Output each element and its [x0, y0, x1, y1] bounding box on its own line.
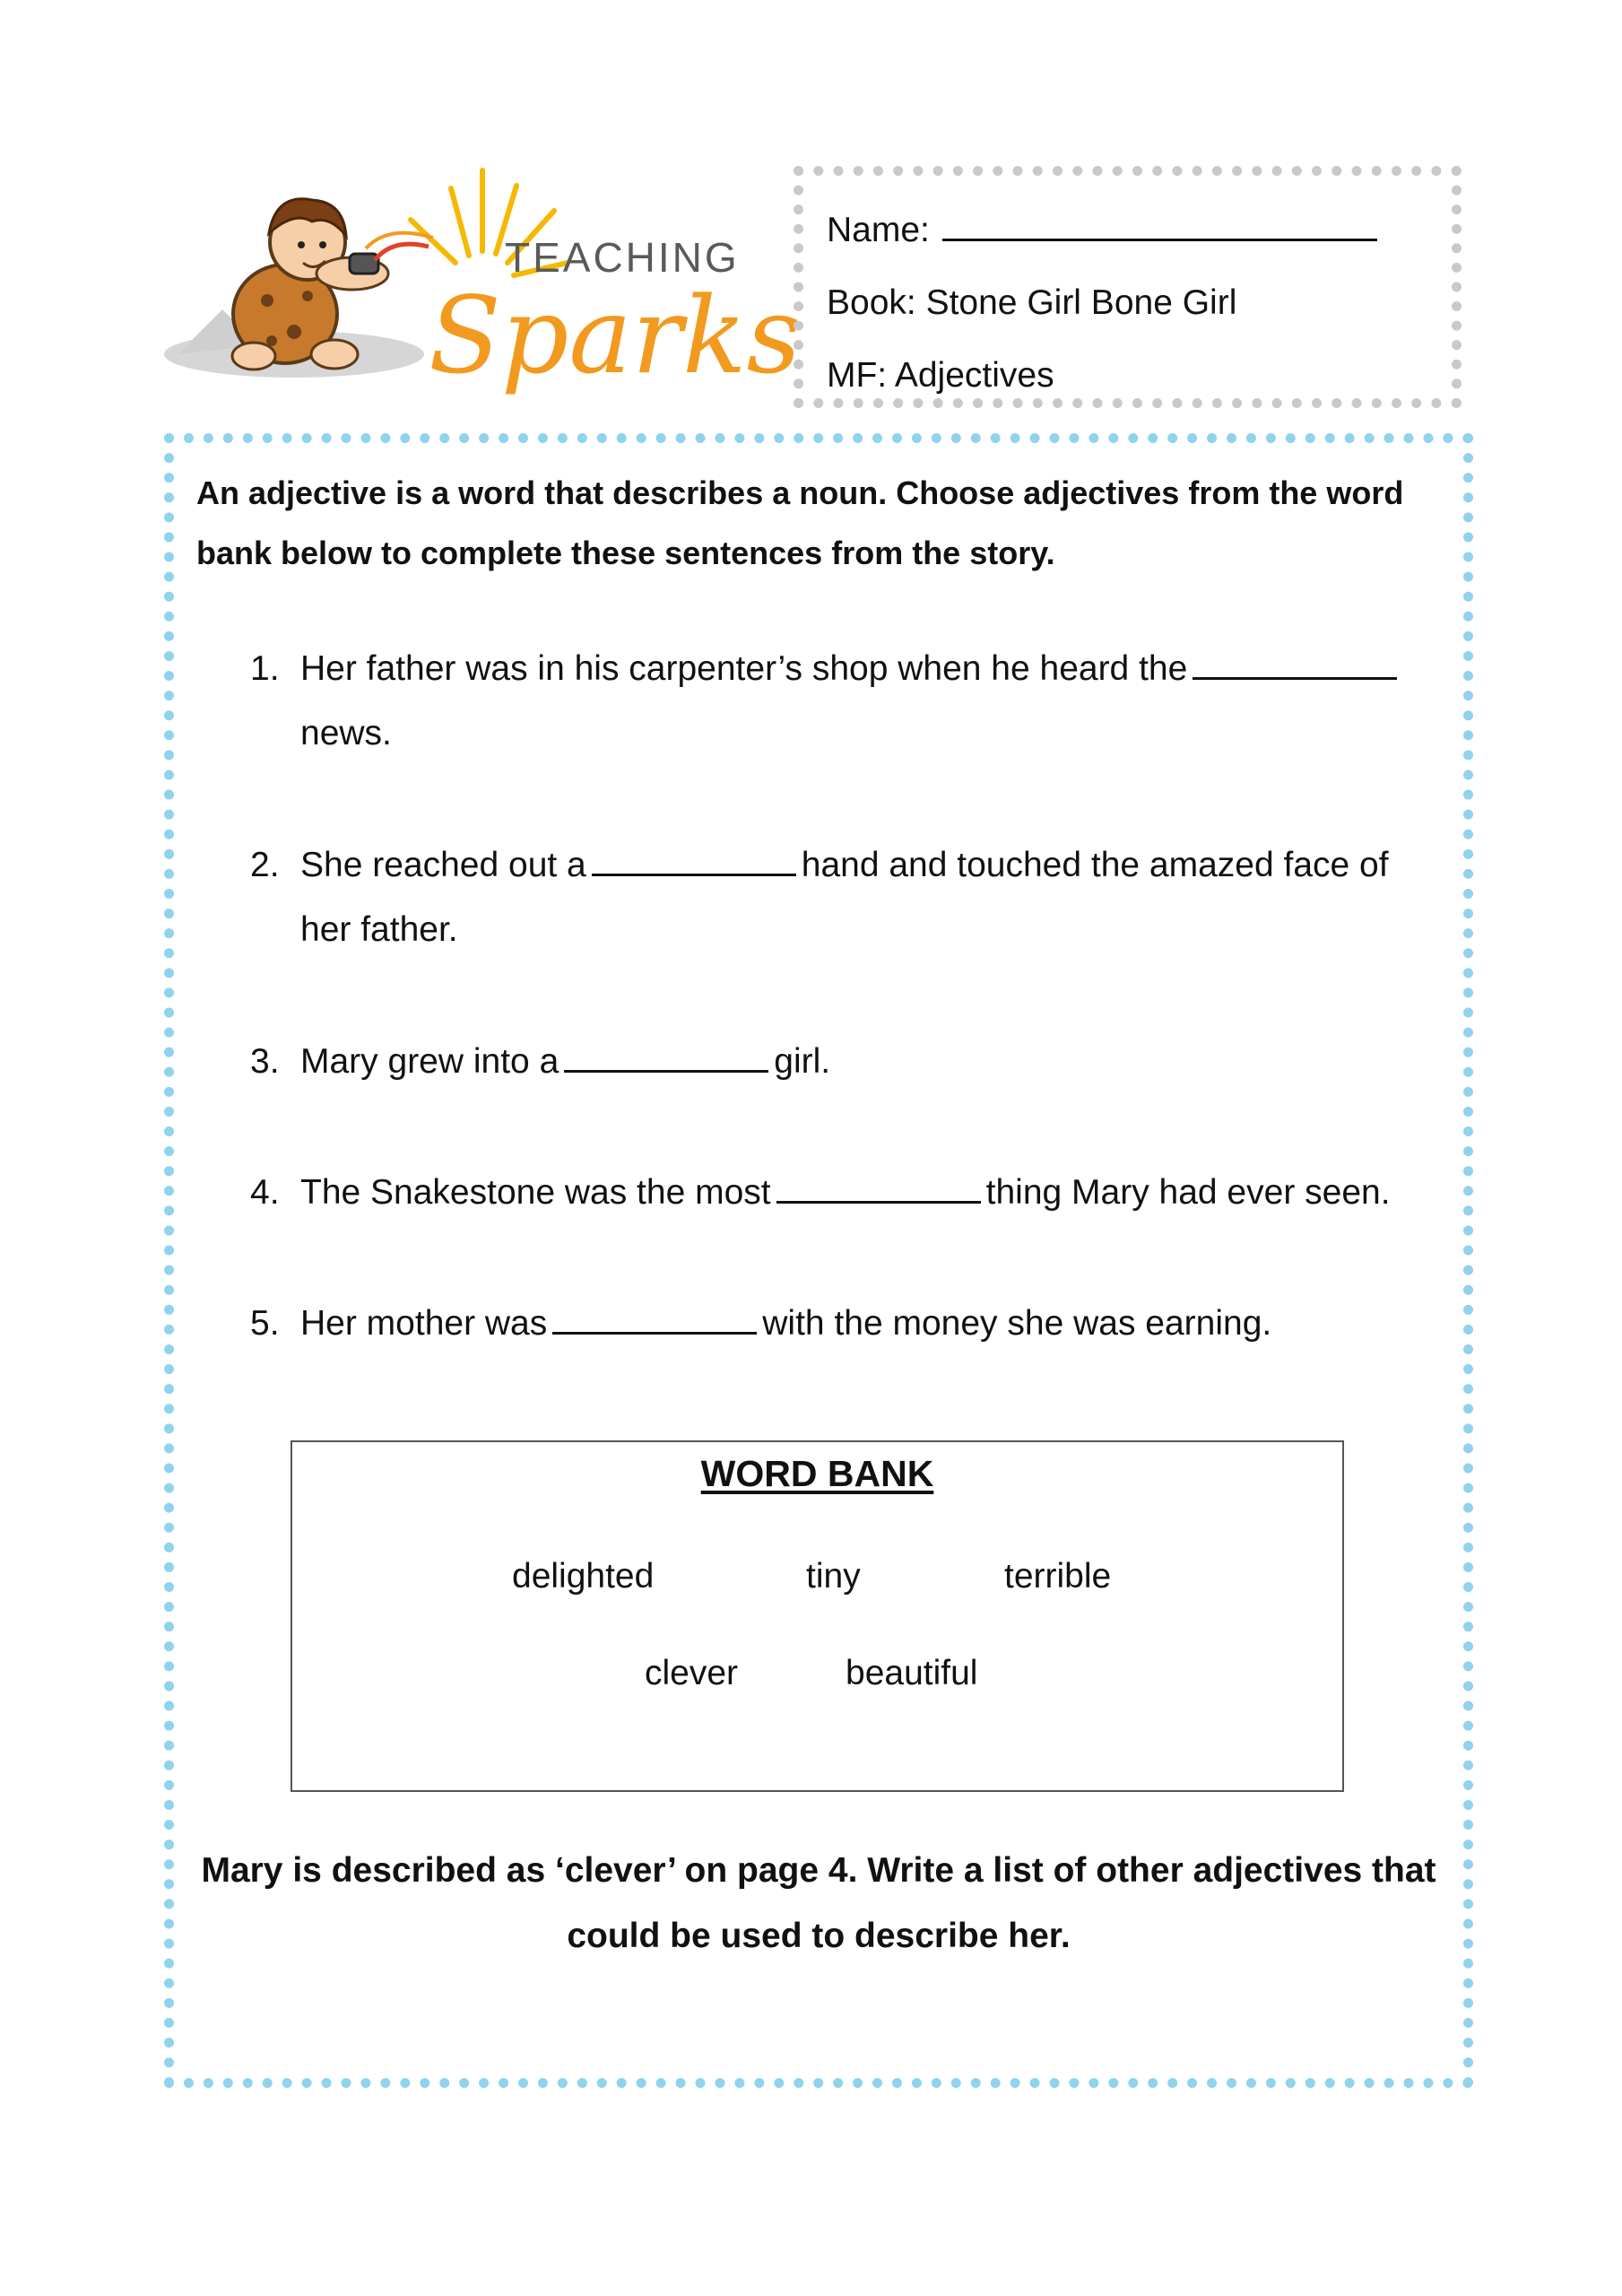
answer-blank[interactable]	[1193, 652, 1397, 680]
question-text: She reached out a hand and touched the amazed face of her father.	[300, 846, 1389, 949]
student-info-box	[794, 166, 1462, 408]
book-title: Book: Stone Girl Bone Girl	[827, 283, 1237, 322]
caveboy-mascot-icon	[164, 199, 424, 378]
teaching-sparks-logo	[160, 166, 802, 399]
question-text: The Snakestone was the most thing Mary had ever seen.	[300, 1173, 1391, 1212]
question-text: Her mother was with the money she was earning.	[300, 1304, 1272, 1343]
question-item	[196, 1030, 1441, 1094]
question-item	[196, 833, 1441, 962]
name-blank[interactable]	[942, 212, 1377, 241]
instructions-text: An adjective is a word that describes a noun. Choose adjectives from the word bank below to complete these sentences from the story.	[196, 474, 1404, 571]
word-bank-title: WORD BANK	[700, 1453, 934, 1494]
worksheet-panel	[164, 433, 1473, 2088]
question-number: 1.	[250, 649, 280, 688]
answer-blank[interactable]	[552, 1307, 757, 1335]
question-item	[196, 1161, 1441, 1225]
extension-question: Mary is described as ‘clever’ on page 4. Write a list of other adjectives that could be used to describe her.	[201, 1851, 1436, 1955]
question-number: 3.	[250, 1042, 280, 1081]
question-text: Her father was in his carpenter’s shop when he heard thenews.	[300, 637, 1441, 766]
question-item	[196, 1292, 1441, 1356]
word-bank-box	[291, 1440, 1344, 1792]
answer-blank[interactable]	[776, 1176, 981, 1204]
question-number: 2.	[250, 846, 280, 884]
word-bank-word: terrible	[1004, 1557, 1112, 1596]
name-label: Name:	[827, 211, 930, 249]
logo-sparks-text: Sparks	[429, 274, 802, 397]
mf-topic: MF: Adjectives	[827, 356, 1054, 395]
word-bank-word: tiny	[806, 1557, 861, 1596]
question-number: 4.	[250, 1173, 280, 1212]
word-bank-word: beautiful	[846, 1654, 978, 1692]
word-bank-word: clever	[645, 1654, 739, 1692]
name-field[interactable]	[827, 194, 1428, 266]
question-list	[196, 637, 1441, 1356]
word-bank-word: delighted	[512, 1557, 655, 1596]
question-number: 5.	[250, 1304, 280, 1343]
answer-blank[interactable]	[564, 1045, 768, 1073]
logo-teaching-text: TEACHING	[505, 234, 740, 281]
question-text: Mary grew into a girl.	[300, 1042, 831, 1081]
question-item	[196, 637, 1441, 766]
answer-blank[interactable]	[592, 848, 796, 876]
